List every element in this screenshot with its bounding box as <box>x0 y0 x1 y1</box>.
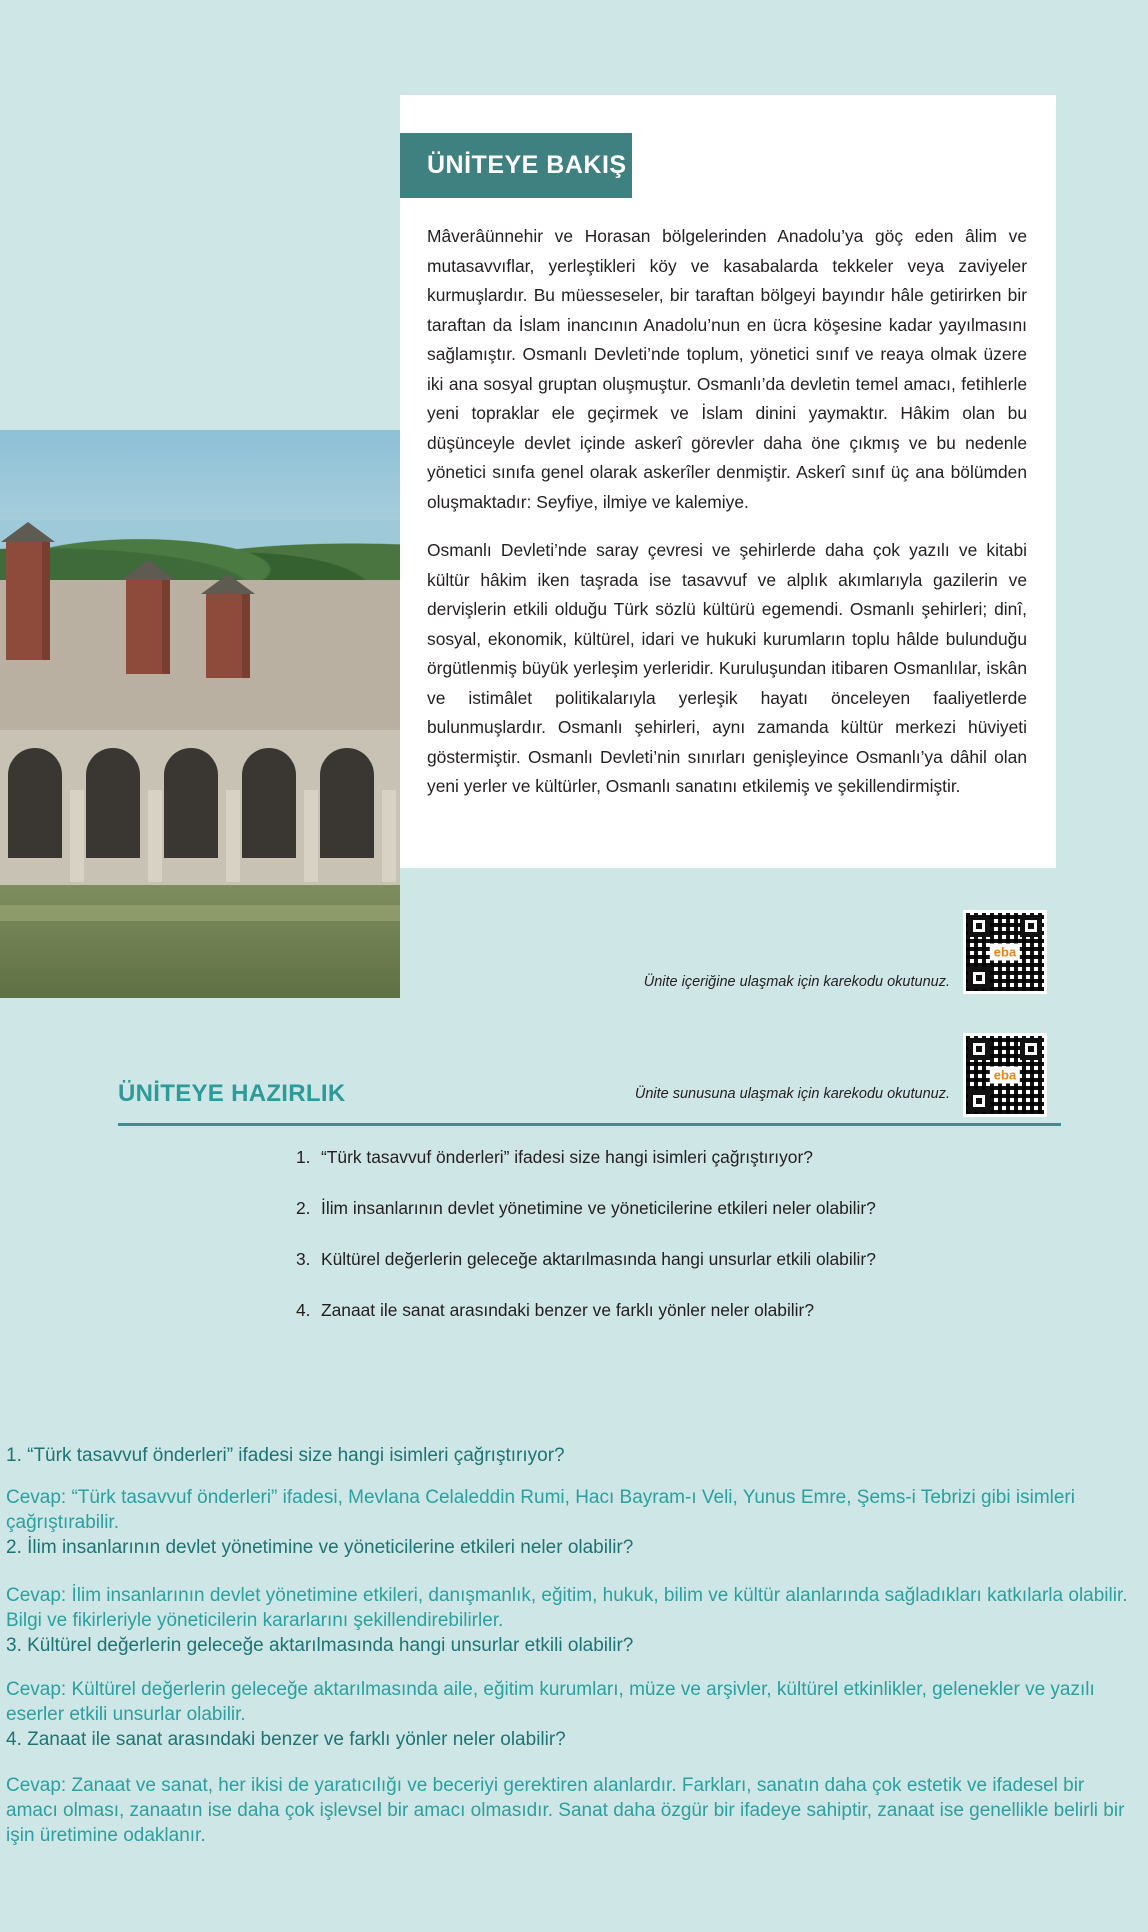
photo-courtyard <box>0 885 400 998</box>
unit-overview-text <box>427 222 1027 821</box>
qr-finder-icon <box>968 915 990 937</box>
unit-cover-photo <box>0 430 400 998</box>
photo-arch <box>8 748 62 858</box>
qr-finder-icon <box>968 1038 990 1060</box>
qr-caption-unit-content: Ünite içeriğine ulaşmak için karekodu okutunuz. <box>643 974 950 990</box>
photo-column <box>70 790 84 882</box>
question-number: 2. <box>296 1198 311 1218</box>
unit-prep-divider <box>118 1123 1061 1126</box>
answer-text-3: Cevap: Kültürel değerlerin geleceğe aktarılmasında aile, eğitim kurumları, müze ve arşivler, kültürel etkinlikler, gelenekler ve yazılı eserler etkili unsurlar olabilir. <box>6 1679 1095 1725</box>
photo-arch <box>242 748 296 858</box>
question-text: İlim insanlarının devlet yönetimine ve yöneticilerine etkileri neler olabilir? <box>321 1198 876 1218</box>
eba-logo: eba <box>990 944 1020 961</box>
photo-arcade <box>0 730 400 900</box>
photo-arch <box>320 748 374 858</box>
unit-prep-title: ÜNİTEYE HAZIRLIK <box>118 1080 346 1107</box>
photo-column <box>226 790 240 882</box>
qr-finder-icon <box>1020 1038 1042 1060</box>
answer-text-4: Cevap: Zanaat ve sanat, her ikisi de yaratıcılığı ve beceriyi gerektiren alanlardır. Farkları, sanatın daha çok estetik ve ifadesel bir amacı olması, zanaatın ise daha çok işlevsel bir amacı olmasıdır. Sanat daha özgür bir ifadeye sahiptir, zanaat ise genellikle belirli bir işin üretimine odaklanır. <box>6 1775 1125 1846</box>
photo-chimney-1 <box>6 540 50 660</box>
answer-key-overlay <box>0 1425 1148 1932</box>
answer-question-2: 2. İlim insanlarının devlet yönetimine ve yöneticilerine etkileri neler olabilir? <box>6 1537 634 1558</box>
answer-question-1: 1. “Türk tasavvuf önderleri” ifadesi size hangi isimleri çağrıştırıyor? <box>6 1445 565 1466</box>
question-number: 3. <box>296 1249 311 1269</box>
overview-paragraph-1: Mâverâünnehir ve Horasan bölgelerinden Anadolu’ya göç eden âlim ve mutasavvıflar, yerleştikleri köy ve kasabalarda tekkeler veya zaviyeler kurmuşlardır. Bu müesseseler, bir taraftan bölgeyi bayındır hâle getirirken bir taraftan da İslam inancının Anadolu’nun en ücra köşesine kadar yayılmasını sağlamıştır. Osmanlı Devleti’nde toplum, yönetici sınıf ve reaya olmak üzere iki ana sosyal gruptan oluşmuştur. Osmanlı’da devletin temel amacı, fetihlerle yeni topraklar ele geçirmek ve İslam dinini yaymaktır. Hâkim olan bu düşünceyle devlet içinde askerî görevler daha öne çıkmış ve bu nedenle yönetici sınıfa genel olarak askerîler denmiştir. Askerî sınıf üç ana bölümden oluşmaktadır: Seyfiye, ilmiye ve kalemiye. <box>427 226 1027 512</box>
photo-arch <box>86 748 140 858</box>
list-item <box>296 1198 1056 1219</box>
photo-chimney-2 <box>126 578 170 674</box>
qr-finder-icon <box>968 967 990 989</box>
question-number: 4. <box>296 1300 311 1320</box>
photo-arch <box>164 748 218 858</box>
overview-paragraph-2: Osmanlı Devleti’nde saray çevresi ve şehirlerde daha çok yazılı ve kitabi kültür hâkim iken taşrada ise tasavvuf ve alplık akımlarıyla gazilerin ve dervişlerin etkili olduğu Türk sözlü kültürü egemendi. Osmanlı şehirleri; dinî, sosyal, ekonomik, kültürel, idari ve hukuki kurumların toplu hâlde bulunduğu örgütlenmiş büyük yerleşim yerleridir. Kuruluşundan itibaren Osmanlılar, iskân ve istimâlet politikalarıyla yerleşik hayatı önceleyen faaliyetlerde bulunmuşlardır. Osmanlı şehirleri, aynı zamanda kültür merkezi hüviyeti göstermiştir. Osmanlı Devleti’nin sınırları genişleyince Osmanlı’ya dâhil olan yeni yerler ve kültürler, Osmanlı sanatını etkilemiş ve şekillendirmiştir. <box>427 540 1027 796</box>
list-item <box>296 1300 1056 1321</box>
unit-prep-question-list <box>296 1147 1056 1351</box>
question-text: Zanaat ile sanat arasındaki benzer ve farklı yönler neler olabilir? <box>321 1300 815 1320</box>
question-number: 1. <box>296 1147 311 1167</box>
question-text: “Türk tasavvuf önderleri” ifadesi size hangi isimleri çağrıştırıyor? <box>321 1147 813 1167</box>
qr-finder-icon <box>1020 915 1042 937</box>
answer-question-3: 3. Kültürel değerlerin geleceğe aktarılmasında hangi unsurlar etkili olabilir? <box>6 1635 634 1656</box>
qr-code-unit-presentation[interactable] <box>963 1033 1047 1117</box>
photo-chimney-3 <box>206 592 250 678</box>
unit-overview-tab <box>400 133 632 198</box>
qr-finder-icon <box>968 1090 990 1112</box>
answer-question-4: 4. Zanaat ile sanat arasındaki benzer ve farklı yönler neler olabilir? <box>6 1729 566 1750</box>
eba-logo: eba <box>990 1067 1020 1084</box>
photo-column <box>148 790 162 882</box>
photo-column <box>304 790 318 882</box>
unit-overview-tab-label: ÜNİTEYE BAKIŞ <box>427 151 627 179</box>
list-item <box>296 1147 1056 1168</box>
answer-text-1: Cevap: “Türk tasavvuf önderleri” ifadesi, Mevlana Celaleddin Rumi, Hacı Bayram-ı Veli, Yunus Emre, Şems-i Tebrizi gibi isimleri çağrıştırabilir. <box>6 1487 1075 1533</box>
answer-text-2: Cevap: İlim insanlarının devlet yönetimine etkileri, danışmanlık, eğitim, hukuk, bilim ve kültür alanlarında sağladıkları katkılarla olabilir. Bilgi ve fikirleriyle yöneticilerin kararlarını şekillendirebilirler. <box>6 1585 1128 1631</box>
photo-column <box>382 790 396 882</box>
qr-code-unit-content[interactable] <box>963 910 1047 994</box>
qr-caption-unit-presentation: Ünite sunusuna ulaşmak için karekodu okutunuz. <box>634 1086 950 1102</box>
list-item <box>296 1249 1056 1270</box>
question-text: Kültürel değerlerin geleceğe aktarılmasında hangi unsurlar etkili olabilir? <box>321 1249 876 1269</box>
